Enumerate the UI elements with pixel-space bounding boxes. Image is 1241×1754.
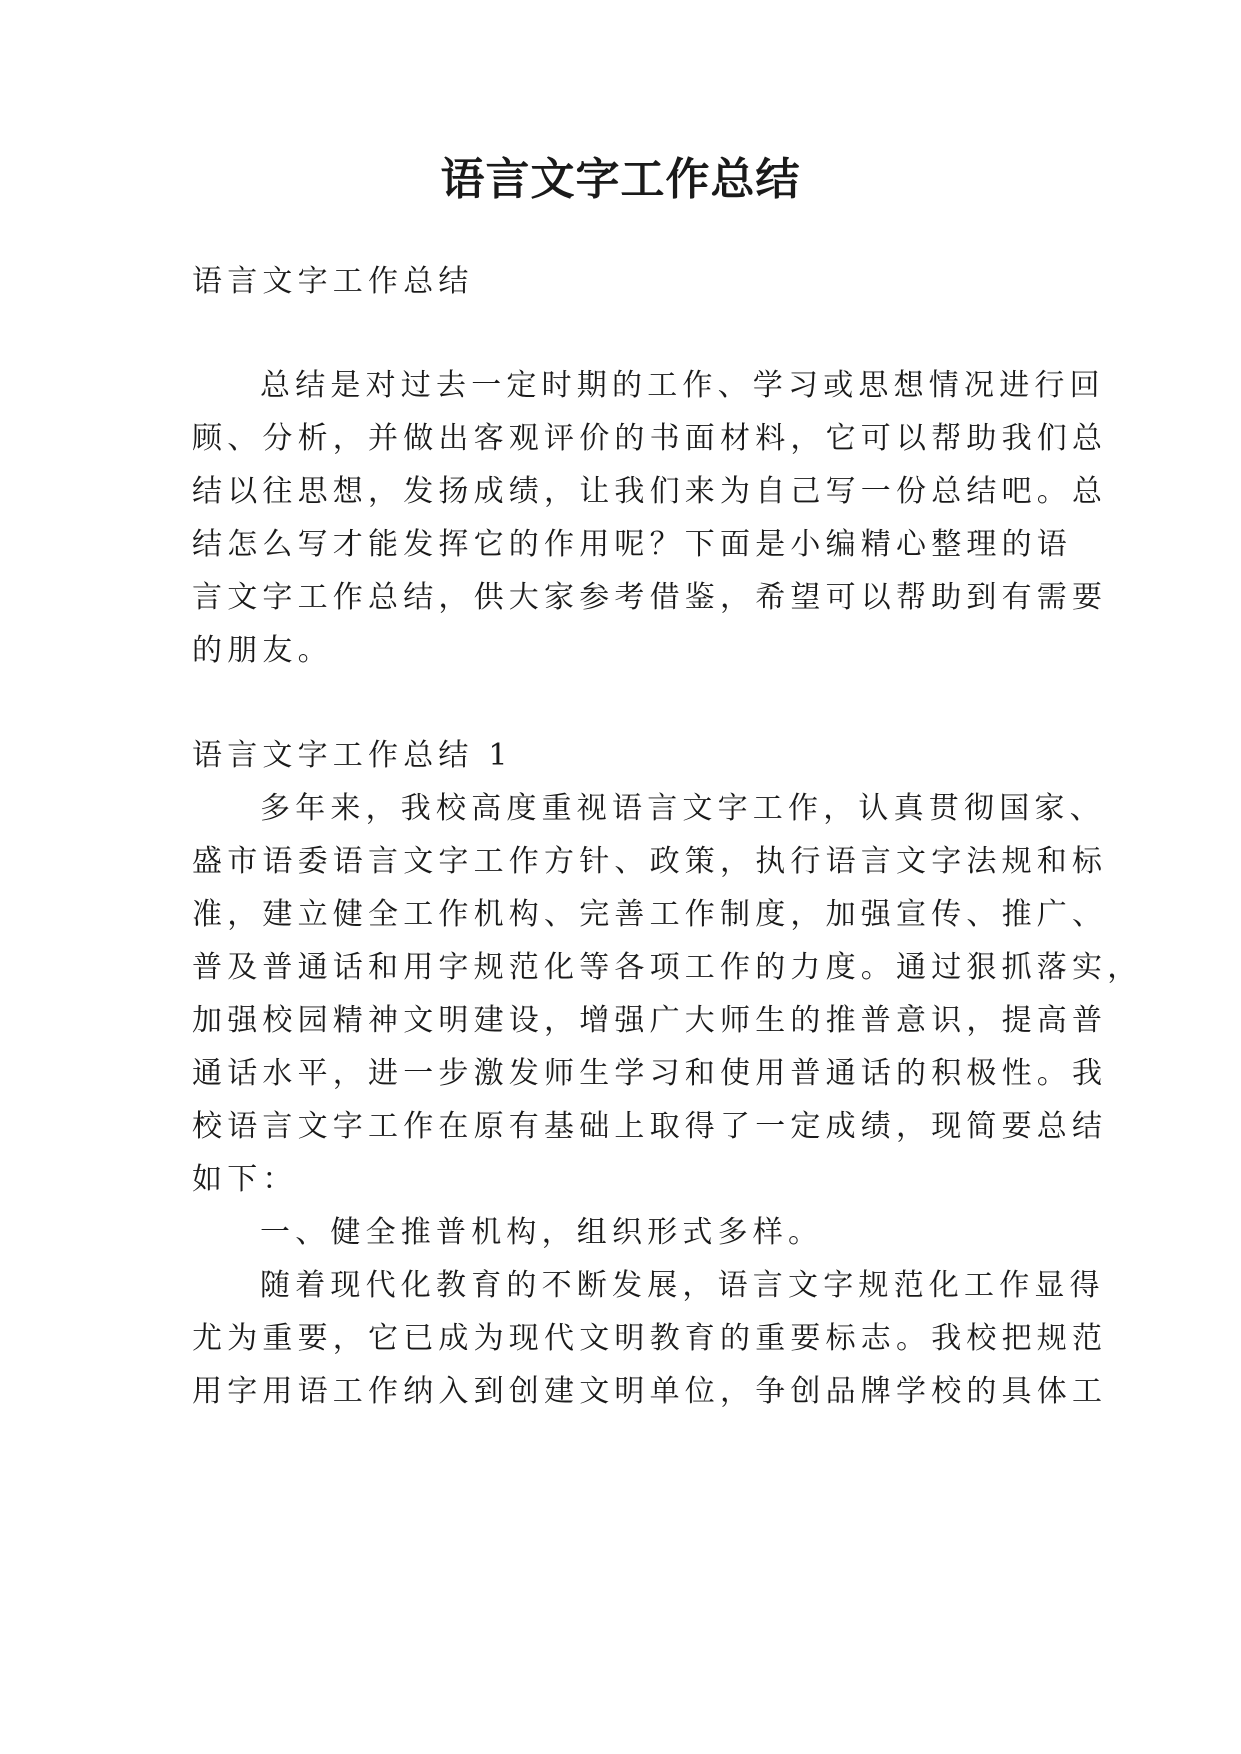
section-line: 加强校园精神文明建设，增强广大师生的推普意识，提高普 bbox=[192, 1003, 1108, 1038]
intro-line: 结以往思想，发扬成绩，让我们来为自己写一份总结吧。总 bbox=[192, 474, 1108, 509]
section-line: 多年来，我校高度重视语言文字工作，认真贯彻国家、 bbox=[260, 791, 1105, 826]
intro-line: 结怎么写才能发挥它的作用呢？下面是小编精心整理的语 bbox=[192, 527, 1072, 562]
section-line: 准，建立健全工作机构、完善工作制度，加强宣传、推广、 bbox=[192, 897, 1108, 932]
section-line: 通话水平，进一步激发师生学习和使用普通话的积极性。我 bbox=[192, 1056, 1108, 1091]
point-line: 随着现代化教育的不断发展，语言文字规范化工作显得 bbox=[260, 1268, 1105, 1303]
document-title: 语言文字工作总结 bbox=[440, 154, 801, 205]
section-line: 盛市语委语言文字工作方针、政策，执行语言文字法规和标 bbox=[192, 844, 1108, 879]
point-line: 用字用语工作纳入到创建文明单位，争创品牌学校的具体工 bbox=[192, 1374, 1108, 1409]
intro-line: 言文字工作总结，供大家参考借鉴，希望可以帮助到有需要 bbox=[192, 580, 1108, 615]
intro-line: 的朋友。 bbox=[192, 633, 333, 668]
point-heading: 一、健全推普机构，组织形式多样。 bbox=[260, 1215, 824, 1250]
section-heading: 语言文字工作总结 1 bbox=[192, 738, 513, 773]
intro-line: 总结是对过去一定时期的工作、学习或思想情况进行回 bbox=[260, 368, 1105, 403]
subtitle: 语言文字工作总结 bbox=[192, 264, 474, 299]
intro-line: 顾、分析，并做出客观评价的书面材料，它可以帮助我们总 bbox=[192, 421, 1108, 456]
section-line: 校语言文字工作在原有基础上取得了一定成绩，现简要总结 bbox=[192, 1109, 1108, 1144]
section-line: 如下： bbox=[192, 1162, 298, 1197]
point-line: 尤为重要，它已成为现代文明教育的重要标志。我校把规范 bbox=[192, 1321, 1108, 1356]
section-line: 普及普通话和用字规范化等各项工作的力度。通过狠抓落实， bbox=[192, 950, 1143, 985]
